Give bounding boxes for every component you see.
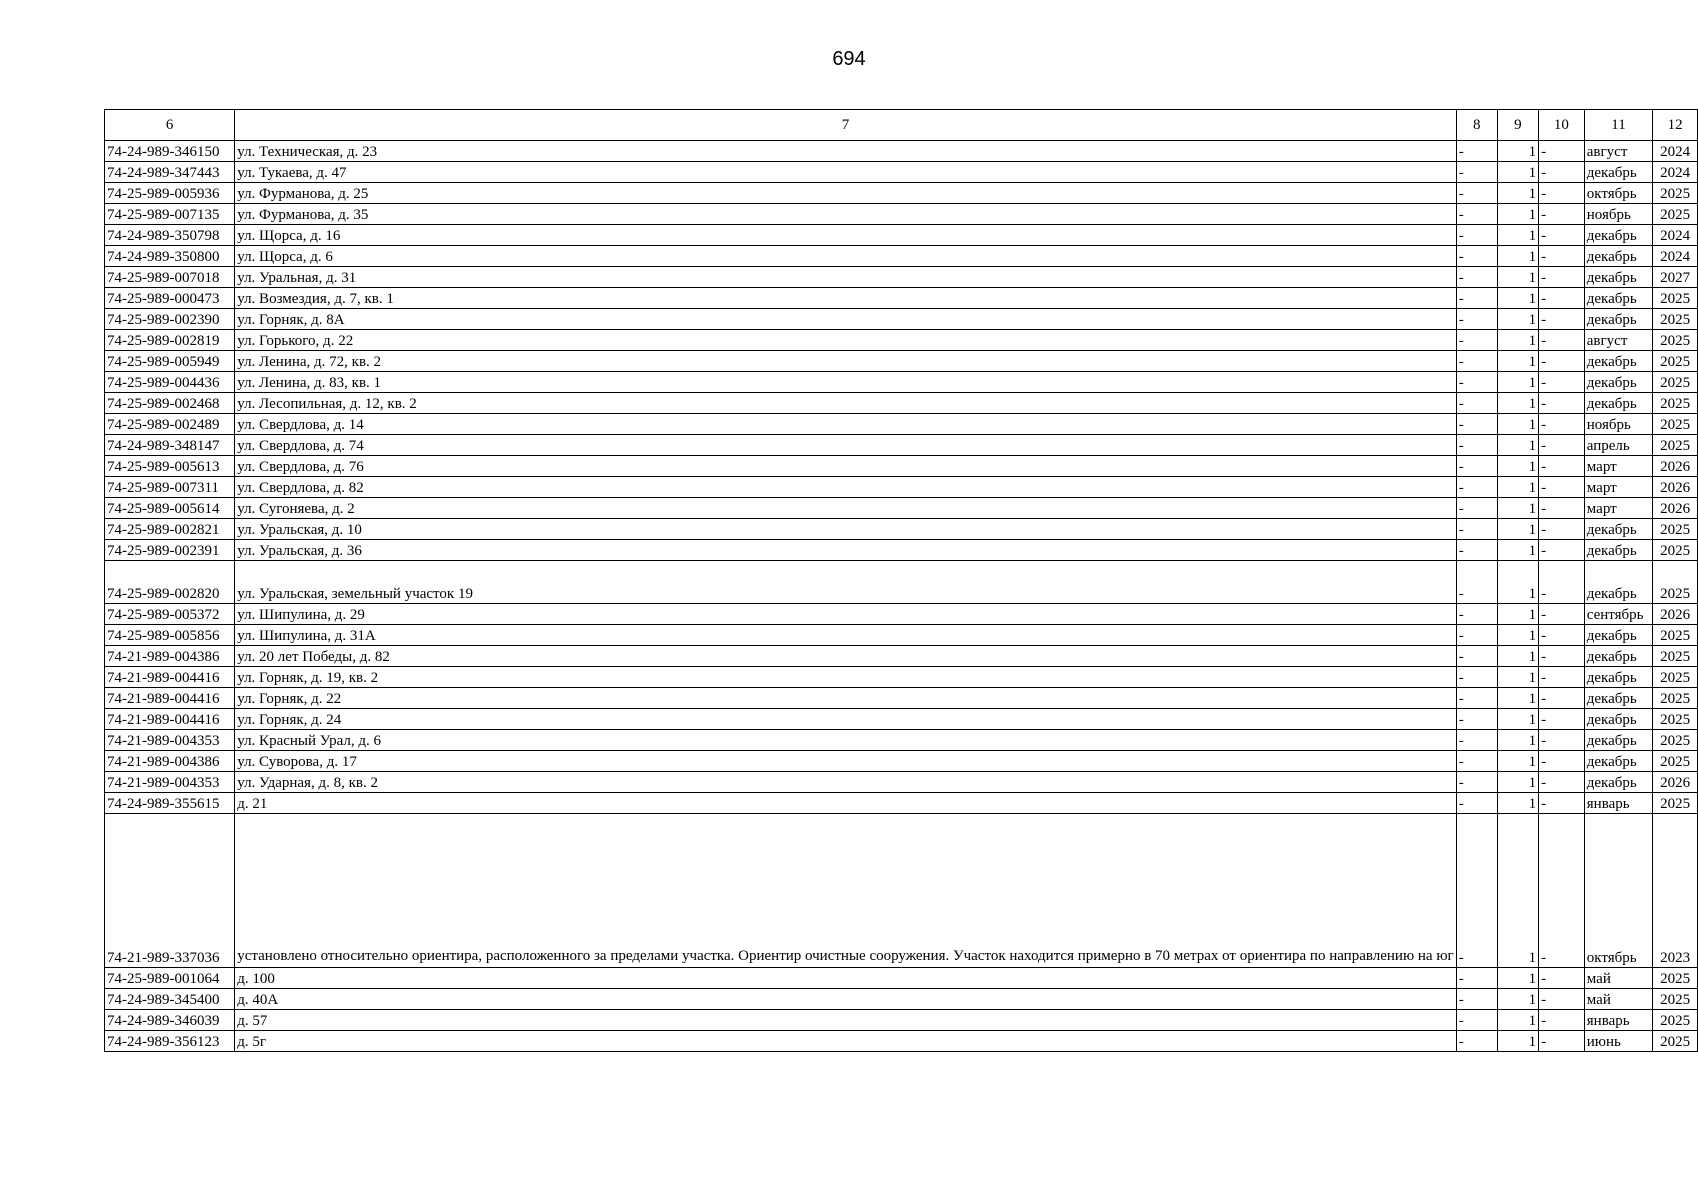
cell-month: январь xyxy=(1584,793,1652,814)
table-row xyxy=(105,351,1698,372)
cell-code: 74-21-989-004353 xyxy=(105,730,235,751)
cell-col-8: - xyxy=(1456,730,1497,751)
cell-year: 2025 xyxy=(1653,288,1698,309)
cell-code: 74-24-989-355615 xyxy=(105,793,235,814)
cell-year: 2026 xyxy=(1653,772,1698,793)
cell-col-9: 1 xyxy=(1497,989,1538,1010)
cell-month: сентябрь xyxy=(1584,604,1652,625)
table-row xyxy=(105,772,1698,793)
cell-code: 74-24-989-350800 xyxy=(105,246,235,267)
cell-address: ул. Тукаева, д. 47 xyxy=(235,162,1456,183)
cell-address: ул. Суворова, д. 17 xyxy=(235,751,1456,772)
cell-col-10: - xyxy=(1539,351,1585,372)
cell-col-10: - xyxy=(1539,456,1585,477)
table-row xyxy=(105,309,1698,330)
table-row xyxy=(105,667,1698,688)
cell-col-9: 1 xyxy=(1497,1010,1538,1031)
cell-col-8: - xyxy=(1456,604,1497,625)
cell-col-9: 1 xyxy=(1497,225,1538,246)
cell-col-9: 1 xyxy=(1497,540,1538,561)
table-row xyxy=(105,414,1698,435)
cell-col-9: 1 xyxy=(1497,751,1538,772)
cell-col-8: - xyxy=(1456,477,1497,498)
cell-address: ул. Горняк, д. 8А xyxy=(235,309,1456,330)
cell-month: декабрь xyxy=(1584,267,1652,288)
table-row xyxy=(105,1010,1698,1031)
cell-col-10: - xyxy=(1539,561,1585,604)
cell-month: май xyxy=(1584,989,1652,1010)
cell-month: декабрь xyxy=(1584,246,1652,267)
cell-code: 74-24-989-350798 xyxy=(105,225,235,246)
cell-col-10: - xyxy=(1539,246,1585,267)
cell-col-8: - xyxy=(1456,709,1497,730)
col-header-12: 12 xyxy=(1653,110,1698,141)
cell-address: д. 40А xyxy=(235,989,1456,1010)
cell-year: 2026 xyxy=(1653,604,1698,625)
cell-year: 2025 xyxy=(1653,667,1698,688)
cell-col-9: 1 xyxy=(1497,625,1538,646)
table-row xyxy=(105,204,1698,225)
cell-code: 74-25-989-007135 xyxy=(105,204,235,225)
cell-col-10: - xyxy=(1539,435,1585,456)
cell-col-10: - xyxy=(1539,989,1585,1010)
cell-col-8: - xyxy=(1456,646,1497,667)
registry-table xyxy=(104,109,1698,1052)
cell-month: декабрь xyxy=(1584,561,1652,604)
cell-col-8: - xyxy=(1456,793,1497,814)
registry-body xyxy=(105,141,1698,1052)
cell-address: ул. Красный Урал, д. 6 xyxy=(235,730,1456,751)
cell-col-8: - xyxy=(1456,288,1497,309)
cell-col-10: - xyxy=(1539,141,1585,162)
cell-address: ул. Уральская, земельный участок 19 xyxy=(235,561,1456,604)
cell-year: 2025 xyxy=(1653,751,1698,772)
cell-code: 74-21-989-337036 xyxy=(105,814,235,968)
cell-address: ул. Горького, д. 22 xyxy=(235,330,1456,351)
cell-col-10: - xyxy=(1539,414,1585,435)
cell-address: ул. Возмездия, д. 7, кв. 1 xyxy=(235,288,1456,309)
cell-col-10: - xyxy=(1539,519,1585,540)
cell-address: ул. Сугоняева, д. 2 xyxy=(235,498,1456,519)
cell-col-8: - xyxy=(1456,183,1497,204)
table-row xyxy=(105,246,1698,267)
cell-year: 2025 xyxy=(1653,183,1698,204)
header-row xyxy=(105,110,1698,141)
cell-col-9: 1 xyxy=(1497,561,1538,604)
cell-address: ул. Уральная, д. 31 xyxy=(235,267,1456,288)
cell-address: установлено относительно ориентира, расположенного за пределами участка. Ориентир очистные сооружения. Участок находится примерно в 70 метрах от ориентира по направлению на юг xyxy=(235,814,1456,968)
col-header-11: 11 xyxy=(1584,110,1652,141)
table-row xyxy=(105,561,1698,604)
cell-code: 74-25-989-005936 xyxy=(105,183,235,204)
cell-code: 74-25-989-005949 xyxy=(105,351,235,372)
cell-col-10: - xyxy=(1539,330,1585,351)
cell-address: ул. Ленина, д. 72, кв. 2 xyxy=(235,351,1456,372)
cell-col-10: - xyxy=(1539,793,1585,814)
cell-col-10: - xyxy=(1539,751,1585,772)
cell-address: ул. Свердлова, д. 76 xyxy=(235,456,1456,477)
cell-col-8: - xyxy=(1456,414,1497,435)
table-row xyxy=(105,540,1698,561)
cell-year: 2025 xyxy=(1653,519,1698,540)
table-row xyxy=(105,330,1698,351)
cell-col-9: 1 xyxy=(1497,183,1538,204)
col-header-10: 10 xyxy=(1539,110,1585,141)
cell-month: декабрь xyxy=(1584,730,1652,751)
table-row xyxy=(105,393,1698,414)
table-row xyxy=(105,989,1698,1010)
cell-year: 2023 xyxy=(1653,814,1698,968)
cell-code: 74-25-989-002390 xyxy=(105,309,235,330)
cell-month: апрель xyxy=(1584,435,1652,456)
cell-col-10: - xyxy=(1539,372,1585,393)
cell-col-9: 1 xyxy=(1497,477,1538,498)
cell-month: ноябрь xyxy=(1584,204,1652,225)
col-header-8: 8 xyxy=(1456,110,1497,141)
cell-col-9: 1 xyxy=(1497,498,1538,519)
cell-col-8: - xyxy=(1456,372,1497,393)
cell-month: декабрь xyxy=(1584,709,1652,730)
cell-month: декабрь xyxy=(1584,751,1652,772)
cell-col-9: 1 xyxy=(1497,688,1538,709)
cell-col-8: - xyxy=(1456,519,1497,540)
cell-address: ул. 20 лет Победы, д. 82 xyxy=(235,646,1456,667)
cell-year: 2025 xyxy=(1653,1010,1698,1031)
cell-month: март xyxy=(1584,477,1652,498)
cell-address: ул. Уральская, д. 10 xyxy=(235,519,1456,540)
cell-col-8: - xyxy=(1456,351,1497,372)
cell-address: ул. Свердлова, д. 14 xyxy=(235,414,1456,435)
table-row xyxy=(105,162,1698,183)
cell-col-10: - xyxy=(1539,730,1585,751)
cell-col-9: 1 xyxy=(1497,793,1538,814)
table-row xyxy=(105,751,1698,772)
cell-col-9: 1 xyxy=(1497,351,1538,372)
cell-col-8: - xyxy=(1456,456,1497,477)
cell-month: декабрь xyxy=(1584,351,1652,372)
cell-year: 2025 xyxy=(1653,646,1698,667)
cell-col-8: - xyxy=(1456,246,1497,267)
cell-col-8: - xyxy=(1456,989,1497,1010)
cell-year: 2025 xyxy=(1653,309,1698,330)
cell-month: декабрь xyxy=(1584,772,1652,793)
cell-col-10: - xyxy=(1539,204,1585,225)
cell-col-8: - xyxy=(1456,204,1497,225)
table-row xyxy=(105,477,1698,498)
cell-col-8: - xyxy=(1456,1010,1497,1031)
cell-year: 2026 xyxy=(1653,456,1698,477)
cell-code: 74-25-989-005856 xyxy=(105,625,235,646)
cell-col-9: 1 xyxy=(1497,1031,1538,1052)
cell-col-8: - xyxy=(1456,162,1497,183)
cell-code: 74-24-989-348147 xyxy=(105,435,235,456)
cell-code: 74-25-989-002820 xyxy=(105,561,235,604)
table-row xyxy=(105,498,1698,519)
cell-code: 74-25-989-005372 xyxy=(105,604,235,625)
cell-code: 74-21-989-004386 xyxy=(105,751,235,772)
cell-address: ул. Шипулина, д. 29 xyxy=(235,604,1456,625)
cell-code: 74-24-989-347443 xyxy=(105,162,235,183)
cell-address: ул. Лесопильная, д. 12, кв. 2 xyxy=(235,393,1456,414)
cell-col-9: 1 xyxy=(1497,204,1538,225)
cell-col-8: - xyxy=(1456,498,1497,519)
cell-month: август xyxy=(1584,141,1652,162)
table-row xyxy=(105,141,1698,162)
table-row xyxy=(105,625,1698,646)
cell-col-10: - xyxy=(1539,604,1585,625)
cell-year: 2025 xyxy=(1653,730,1698,751)
cell-col-9: 1 xyxy=(1497,730,1538,751)
cell-col-10: - xyxy=(1539,667,1585,688)
cell-col-10: - xyxy=(1539,498,1585,519)
table-row xyxy=(105,267,1698,288)
cell-col-9: 1 xyxy=(1497,246,1538,267)
cell-col-10: - xyxy=(1539,540,1585,561)
cell-code: 74-25-989-000473 xyxy=(105,288,235,309)
cell-col-9: 1 xyxy=(1497,646,1538,667)
cell-year: 2024 xyxy=(1653,246,1698,267)
table-row xyxy=(105,183,1698,204)
cell-col-9: 1 xyxy=(1497,435,1538,456)
cell-col-9: 1 xyxy=(1497,709,1538,730)
cell-year: 2025 xyxy=(1653,435,1698,456)
cell-col-10: - xyxy=(1539,162,1585,183)
cell-code: 74-24-989-346150 xyxy=(105,141,235,162)
cell-col-9: 1 xyxy=(1497,519,1538,540)
cell-code: 74-24-989-345400 xyxy=(105,989,235,1010)
cell-year: 2024 xyxy=(1653,162,1698,183)
cell-year: 2027 xyxy=(1653,267,1698,288)
cell-code: 74-21-989-004416 xyxy=(105,688,235,709)
cell-col-8: - xyxy=(1456,435,1497,456)
cell-address: ул. Техническая, д. 23 xyxy=(235,141,1456,162)
cell-address: ул. Ударная, д. 8, кв. 2 xyxy=(235,772,1456,793)
cell-code: 74-24-989-356123 xyxy=(105,1031,235,1052)
cell-month: декабрь xyxy=(1584,225,1652,246)
cell-month: октябрь xyxy=(1584,814,1652,968)
cell-col-9: 1 xyxy=(1497,372,1538,393)
cell-year: 2025 xyxy=(1653,968,1698,989)
table-row xyxy=(105,814,1698,968)
cell-col-10: - xyxy=(1539,288,1585,309)
cell-col-9: 1 xyxy=(1497,456,1538,477)
cell-address: ул. Свердлова, д. 82 xyxy=(235,477,1456,498)
cell-col-9: 1 xyxy=(1497,968,1538,989)
col-header-7: 7 xyxy=(235,110,1456,141)
cell-year: 2025 xyxy=(1653,414,1698,435)
cell-address: д. 57 xyxy=(235,1010,1456,1031)
cell-col-10: - xyxy=(1539,393,1585,414)
cell-col-10: - xyxy=(1539,267,1585,288)
cell-code: 74-25-989-005613 xyxy=(105,456,235,477)
cell-address: ул. Фурманова, д. 25 xyxy=(235,183,1456,204)
cell-col-8: - xyxy=(1456,814,1497,968)
table-row xyxy=(105,730,1698,751)
cell-month: декабрь xyxy=(1584,309,1652,330)
cell-address: ул. Ленина, д. 83, кв. 1 xyxy=(235,372,1456,393)
table-row xyxy=(105,1031,1698,1052)
cell-year: 2025 xyxy=(1653,1031,1698,1052)
cell-month: декабрь xyxy=(1584,372,1652,393)
cell-year: 2025 xyxy=(1653,330,1698,351)
cell-col-8: - xyxy=(1456,540,1497,561)
table-row xyxy=(105,519,1698,540)
cell-month: декабрь xyxy=(1584,625,1652,646)
cell-code: 74-25-989-002819 xyxy=(105,330,235,351)
cell-year: 2025 xyxy=(1653,561,1698,604)
cell-year: 2026 xyxy=(1653,498,1698,519)
cell-month: август xyxy=(1584,330,1652,351)
cell-year: 2025 xyxy=(1653,989,1698,1010)
cell-year: 2026 xyxy=(1653,477,1698,498)
cell-col-10: - xyxy=(1539,1031,1585,1052)
cell-year: 2025 xyxy=(1653,625,1698,646)
cell-col-8: - xyxy=(1456,393,1497,414)
cell-year: 2024 xyxy=(1653,225,1698,246)
cell-month: май xyxy=(1584,968,1652,989)
cell-col-8: - xyxy=(1456,667,1497,688)
cell-code: 74-25-989-004436 xyxy=(105,372,235,393)
cell-code: 74-21-989-004416 xyxy=(105,667,235,688)
cell-col-9: 1 xyxy=(1497,772,1538,793)
cell-code: 74-25-989-005614 xyxy=(105,498,235,519)
cell-col-8: - xyxy=(1456,625,1497,646)
page-number: 694 xyxy=(832,48,866,70)
table-row xyxy=(105,709,1698,730)
cell-col-8: - xyxy=(1456,330,1497,351)
table-row xyxy=(105,435,1698,456)
cell-col-10: - xyxy=(1539,968,1585,989)
cell-col-10: - xyxy=(1539,772,1585,793)
cell-month: декабрь xyxy=(1584,667,1652,688)
cell-year: 2025 xyxy=(1653,393,1698,414)
cell-col-10: - xyxy=(1539,814,1585,968)
table-row xyxy=(105,688,1698,709)
cell-col-10: - xyxy=(1539,625,1585,646)
table-row xyxy=(105,225,1698,246)
cell-month: март xyxy=(1584,498,1652,519)
cell-month: декабрь xyxy=(1584,162,1652,183)
cell-code: 74-24-989-346039 xyxy=(105,1010,235,1031)
cell-address: ул. Горняк, д. 22 xyxy=(235,688,1456,709)
cell-col-8: - xyxy=(1456,267,1497,288)
cell-address: ул. Щорса, д. 16 xyxy=(235,225,1456,246)
col-header-9: 9 xyxy=(1497,110,1538,141)
cell-col-10: - xyxy=(1539,709,1585,730)
cell-month: июнь xyxy=(1584,1031,1652,1052)
cell-address: ул. Щорса, д. 6 xyxy=(235,246,1456,267)
cell-col-8: - xyxy=(1456,688,1497,709)
cell-year: 2025 xyxy=(1653,351,1698,372)
cell-code: 74-25-989-007018 xyxy=(105,267,235,288)
table-row xyxy=(105,646,1698,667)
cell-col-10: - xyxy=(1539,309,1585,330)
cell-col-9: 1 xyxy=(1497,814,1538,968)
cell-month: декабрь xyxy=(1584,393,1652,414)
cell-col-9: 1 xyxy=(1497,267,1538,288)
cell-month: декабрь xyxy=(1584,288,1652,309)
cell-month: январь xyxy=(1584,1010,1652,1031)
cell-col-9: 1 xyxy=(1497,309,1538,330)
cell-col-10: - xyxy=(1539,225,1585,246)
cell-month: март xyxy=(1584,456,1652,477)
cell-month: декабрь xyxy=(1584,540,1652,561)
cell-address: ул. Шипулина, д. 31А xyxy=(235,625,1456,646)
cell-col-9: 1 xyxy=(1497,414,1538,435)
cell-col-9: 1 xyxy=(1497,330,1538,351)
cell-address: ул. Фурманова, д. 35 xyxy=(235,204,1456,225)
cell-col-8: - xyxy=(1456,772,1497,793)
cell-address: ул. Уральская, д. 36 xyxy=(235,540,1456,561)
cell-month: ноябрь xyxy=(1584,414,1652,435)
table-row xyxy=(105,793,1698,814)
cell-code: 74-25-989-002468 xyxy=(105,393,235,414)
cell-address: ул. Горняк, д. 19, кв. 2 xyxy=(235,667,1456,688)
cell-code: 74-21-989-004386 xyxy=(105,646,235,667)
cell-address: д. 100 xyxy=(235,968,1456,989)
table-row xyxy=(105,372,1698,393)
cell-col-10: - xyxy=(1539,688,1585,709)
cell-col-8: - xyxy=(1456,561,1497,604)
table-row xyxy=(105,288,1698,309)
cell-year: 2024 xyxy=(1653,141,1698,162)
cell-year: 2025 xyxy=(1653,540,1698,561)
cell-col-10: - xyxy=(1539,1010,1585,1031)
cell-year: 2025 xyxy=(1653,372,1698,393)
cell-year: 2025 xyxy=(1653,793,1698,814)
cell-code: 74-25-989-002489 xyxy=(105,414,235,435)
cell-month: декабрь xyxy=(1584,519,1652,540)
cell-col-8: - xyxy=(1456,968,1497,989)
table-row xyxy=(105,968,1698,989)
cell-col-9: 1 xyxy=(1497,162,1538,183)
cell-address: д. 21 xyxy=(235,793,1456,814)
cell-address: д. 5г xyxy=(235,1031,1456,1052)
cell-address: ул. Горняк, д. 24 xyxy=(235,709,1456,730)
table-row xyxy=(105,456,1698,477)
cell-col-8: - xyxy=(1456,225,1497,246)
cell-col-8: - xyxy=(1456,1031,1497,1052)
cell-address: ул. Свердлова, д. 74 xyxy=(235,435,1456,456)
cell-month: декабрь xyxy=(1584,688,1652,709)
cell-year: 2025 xyxy=(1653,204,1698,225)
cell-month: октябрь xyxy=(1584,183,1652,204)
cell-col-8: - xyxy=(1456,141,1497,162)
cell-col-8: - xyxy=(1456,309,1497,330)
table-row xyxy=(105,604,1698,625)
cell-col-10: - xyxy=(1539,183,1585,204)
cell-col-9: 1 xyxy=(1497,288,1538,309)
cell-month: декабрь xyxy=(1584,646,1652,667)
cell-code: 74-25-989-002391 xyxy=(105,540,235,561)
cell-code: 74-21-989-004416 xyxy=(105,709,235,730)
cell-col-9: 1 xyxy=(1497,141,1538,162)
cell-col-9: 1 xyxy=(1497,604,1538,625)
cell-col-9: 1 xyxy=(1497,667,1538,688)
cell-year: 2025 xyxy=(1653,709,1698,730)
cell-code: 74-25-989-002821 xyxy=(105,519,235,540)
cell-code: 74-25-989-001064 xyxy=(105,968,235,989)
cell-col-10: - xyxy=(1539,646,1585,667)
cell-code: 74-21-989-004353 xyxy=(105,772,235,793)
cell-code: 74-25-989-007311 xyxy=(105,477,235,498)
cell-col-8: - xyxy=(1456,751,1497,772)
col-header-6: 6 xyxy=(105,110,235,141)
cell-col-10: - xyxy=(1539,477,1585,498)
cell-col-9: 1 xyxy=(1497,393,1538,414)
cell-year: 2025 xyxy=(1653,688,1698,709)
